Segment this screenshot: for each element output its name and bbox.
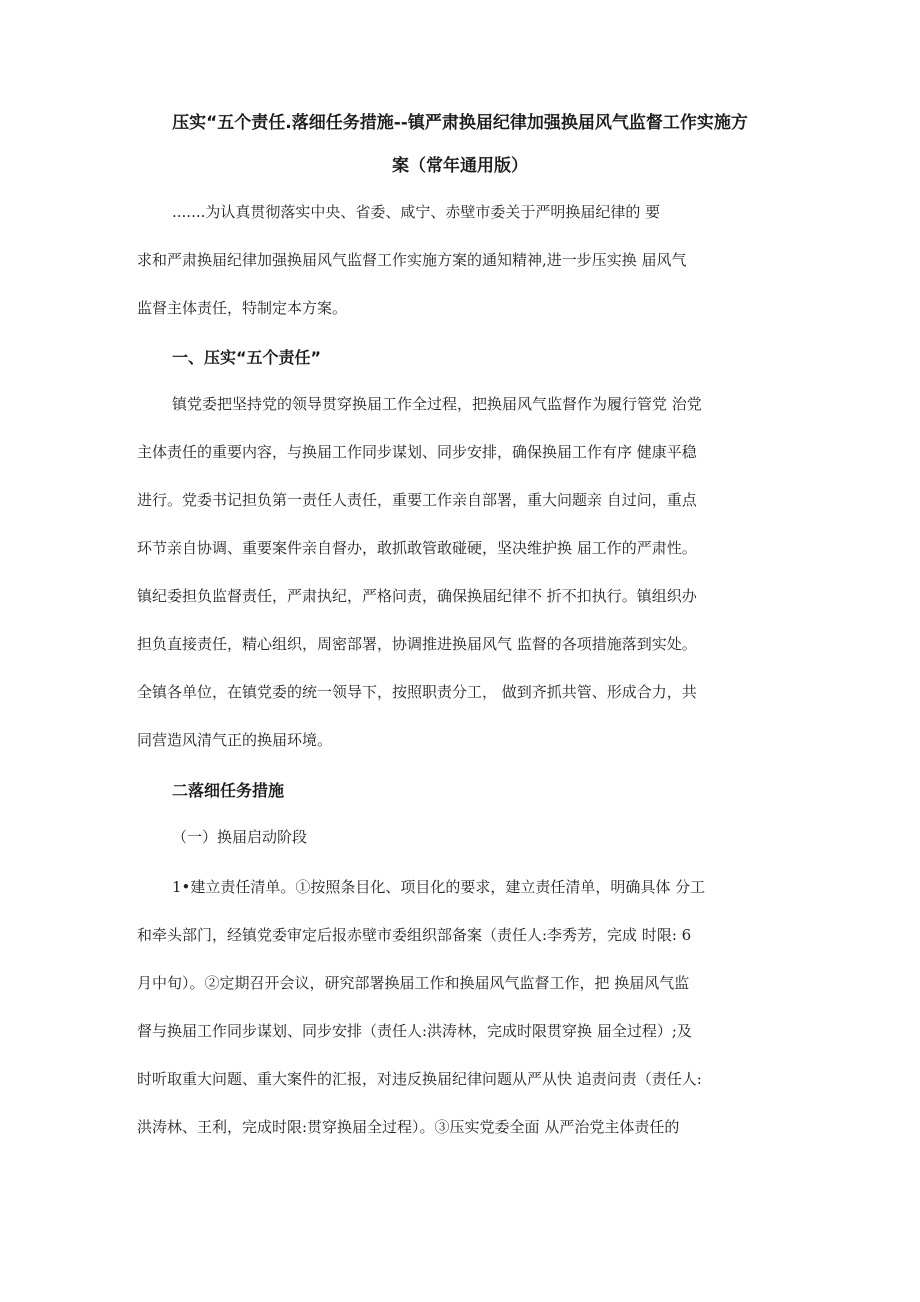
section-2-subheading: （一）换届启动阶段 [172,828,308,846]
section-1-heading: 一、压实“五个责任” [172,348,322,367]
section-2-line-2: 和牵头部门，经镇党委审定后报赤壁市委组织部备案（责任人:李秀芳，完成 时限: 6 [137,926,692,944]
intro-line-3: 监督主体责任，特制定本方案。 [137,299,348,317]
section-1-line-4: 环节亲自协调、重要案件亲自督办，敢抓敢管敢碰硬，坚决维护换 届工作的严肃性。 [137,539,697,557]
section-2-line-3: 月中旬）。②定期召开会议，研究部署换届工作和换届风气监督工作，把 换届风气监 [137,974,690,992]
section-1-line-7: 全镇各单位，在镇党委的统一领导下，按照职责分工， 做到齐抓共管、形成合力，共 [137,683,697,701]
section-1-line-6: 担负直接责任，精心组织，周密部署，协调推进换届风气 监督的各项措施落到实处。 [137,635,697,653]
document-title-line-1: 压实“五个责任.落细任务措施--镇严肃换届纪律加强换届风气监督工作实施方 [172,113,748,133]
section-1-line-3: 进行。党委书记担负第一责任人责任，重要工作亲自部署，重大问题亲 自过问，重点 [137,491,697,509]
section-2-heading: 二落细任务措施 [172,781,285,800]
section-2-line-1: 1•建立责任清单。①按照条目化、项目化的要求，建立责任清单，明确具体 分工 [172,878,706,896]
document-title-line-2: 案（常年通用版） [392,156,528,176]
section-2-line-6: 洪涛林、王利，完成时限:贯穿换届全过程）。③压实党委全面 从严治党主体责任的 [137,1118,680,1136]
intro-line-2: 求和严肃换届纪律加强换届风气监督工作实施方案的通知精神,进一步压实换 届风气 [137,251,687,269]
section-1-line-1: 镇党委把坚持党的领导贯穿换届工作全过程，把换届风气监督作为履行管党 治党 [172,395,702,413]
section-2-line-4: 督与换届工作同步谋划、同步安排（责任人:洪涛林，完成时限贯穿换 届全过程）;及 [137,1022,692,1040]
intro-line-1: .......为认真贯彻落实中央、省委、咸宁、赤壁市委关于严明换届纪律的 要 [172,203,661,221]
section-1-line-5: 镇纪委担负监督责任，严肃执纪，严格问责，确保换届纪律不 折不扣执行。镇组织办 [137,587,697,605]
section-1-line-8: 同营造风清气正的换届环境。 [137,731,333,749]
section-1-line-2: 主体责任的重要内容，与换届工作同步谋划、同步安排，确保换届工作有序 健康平稳 [137,443,697,461]
section-2-line-5: 时听取重大问题、重大案件的汇报，对违反换届纪律问题从严从快 追责问责（责任人: [137,1070,702,1088]
